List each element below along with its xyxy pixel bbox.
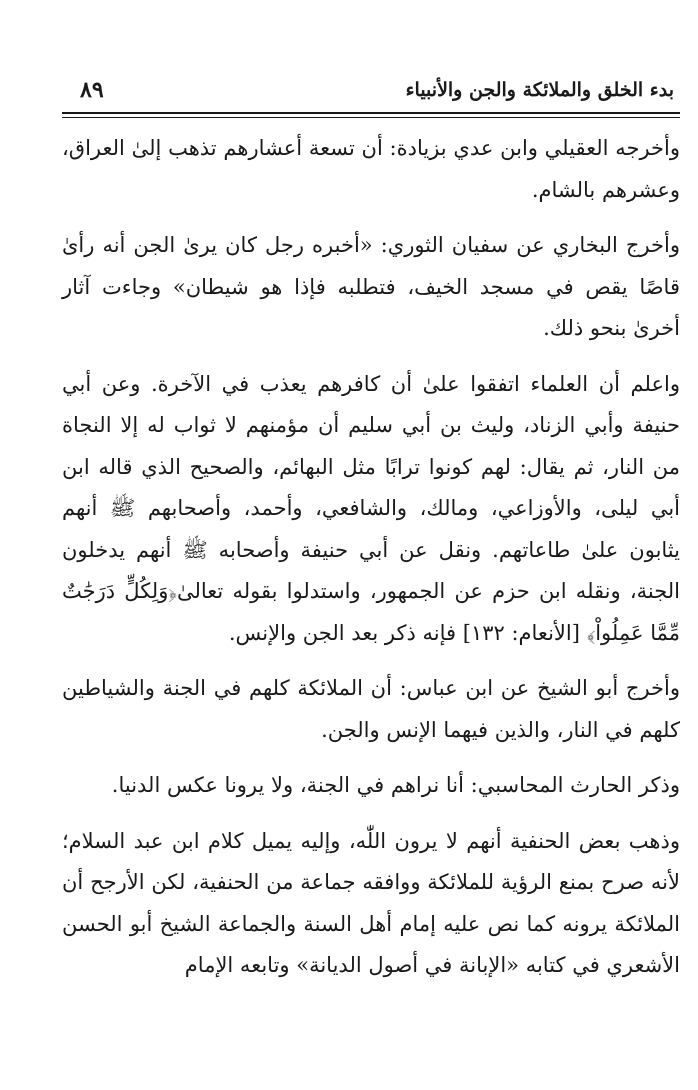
paragraph-2: وأخرج البخاري عن سفيان الثوري: «أخبره رجل كان يرىٰ الجن أنه رأىٰ قاصًا يقص في مسجد الخيف، فتطلبه فإذا هو شيطان» وجاءت آثار أخرىٰ بنحو ذلك. [62,233,680,340]
running-header [62,68,680,112]
document-page [62,68,680,1078]
paragraph-6: وذهب بعض الحنفية أنهم لا يرون اللّٰه، وإليه يميل كلام ابن عبد السلام؛ لأنه صرح بمنع الرؤية للملائكة ووافقه جماعة من الحنفية، لكن الأرجح أن الملائكة يرونه كما نص عليه إمام أهل السنة والجماعة الشيخ أبو الحسن الأشعري في كتابه «الإبانة في أصول الديانة» وتابعه الإمام [62,828,680,977]
header-rule-thick [62,112,680,114]
page-number: ٨٩ [80,77,104,103]
paragraph-5: وذكر الحارث المحاسبي: أنا نراهم في الجنة، ولا يرونا عكس الدنيا. [111,773,680,797]
header-rule-thin [62,117,680,118]
paragraph-1: وأخرجه العقيلي وابن عدي بزيادة: أن تسعة أعشارهم تذهب إلىٰ العراق، وعشرهم بالشام. [62,136,680,202]
body-text [62,128,680,987]
paragraph-3: واعلم أن العلماء اتفقوا علىٰ أن كافرهم يعذب في الآخرة. وعن أبي حنيفة وأبي الزناد، وليث بن أبي سليم أن مؤمنهم لا ثواب له إلا النجاة من النار، ثم يقال: لهم كونوا ترابًا مثل البهائم، والصحيح الذي قاله ابن أبي ليلى، والأوزاعي، ومالك، والشافعي، وأحمد، وأصحابهم ﷺ أنهم يثابون علىٰ طاعاتهم. ونقل عن أبي حنيفة وأصحابه ﷺ أنهم يدخلون الجنة، ونقله ابن حزم عن الجمهور، واستدلوا بقوله تعالىٰ﴿وَلِكُلٍّ دَرَجَٰتٌ مِّمَّا عَمِلُواْ﴾ [الأنعام: ١٣٢] فإنه ذكر بعد الجن والإنس. [62,371,680,645]
header-title: بدء الخلق والملائكة والجن والأنبياء [405,79,674,101]
paragraph-4: وأخرج أبو الشيخ عن ابن عباس: أن الملائكة كلهم في الجنة والشياطين كلهم في النار، والذين فيهما الإنس والجن. [62,676,680,742]
